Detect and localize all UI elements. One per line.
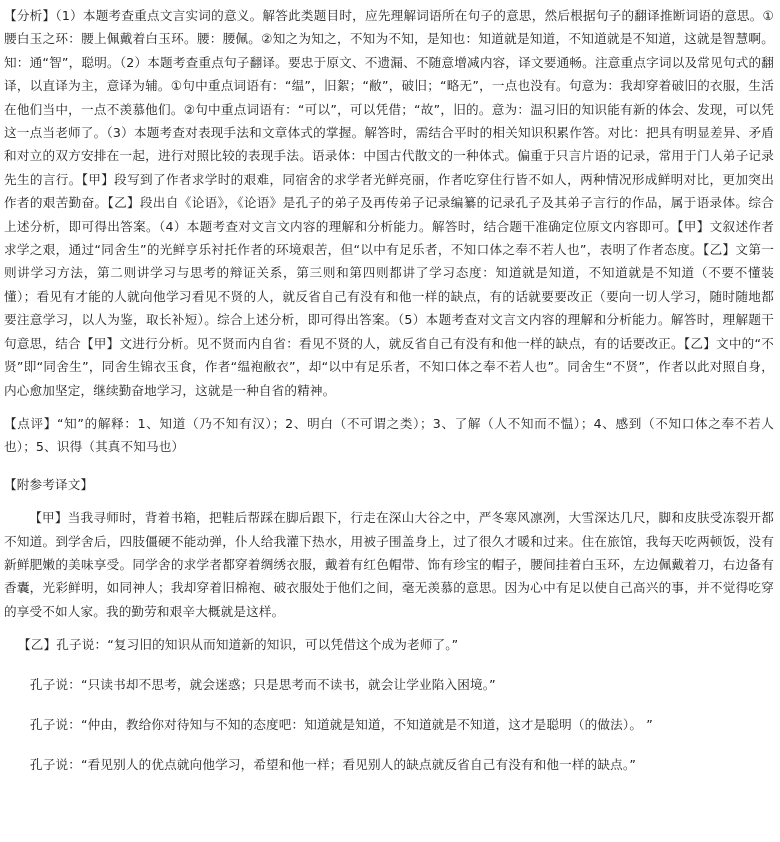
analysis-section	[4, 4, 774, 402]
translation-a-paragraph	[4, 506, 774, 623]
analysis-tag: 【分析】	[4, 8, 56, 23]
confucius-saying: 孔子说：“只读书却不思考，就会迷惑；只是思考而不读书，就会让学业陷入困境。”	[30, 677, 496, 693]
confucius-saying: 【乙】孔子说：“复习旧的知识从而知道新的知识，可以凭借这个成为老师了。”	[18, 637, 459, 653]
confucius-saying: 孔子说：“仲由，教给你对待知与不知的态度吧：知道就是知道，不知道就是不知道，这才是聪明（的做法）。 ”	[30, 717, 653, 733]
translation-a-text: 当我寻师时，背着书箱，把鞋后帮踩在脚后跟下，行走在深山大谷之中，严冬寒风凛冽，大雪深达几尺，脚和皮肤受冻裂开都不知道。到学舍后，四肢僵硬不能动弹，仆人给我灌下热水，用被子围盖身上，过了很久才暖和过来。住在旅馆，我每天吃两顿饭，没有新鲜肥嫩的美味享受。同学舍的求学者都穿着绸绣衣服，戴着有红色帽带、饰有珍宝的帽子，腰间挂着白玉环，左边佩戴着刀，右边备有香囊，光彩鲜明，如同神人；我却穿着旧棉袍、破衣服处于他们之间，毫无羡慕的意思。因为心中有足以使自己高兴的事，并不觉得吃穿的享受不如人家。我的勤劳和艰辛大概就是这样。	[4, 510, 774, 619]
comment-tag: 【点评】	[4, 415, 57, 431]
reference-translation-header: 【附参考译文】	[4, 476, 94, 492]
confucius-saying: 孔子说：“看见别人的优点就向他学习，希望和他一样；看见别人的缺点就反省自己有没有和他一样的缺点。”	[30, 757, 637, 773]
comment-section	[4, 412, 774, 459]
translation-a-tag: 【甲】	[29, 510, 68, 526]
comment-text: “知”的解释：1、知道（乃不知有汉）；2、明白（不可谓之类）；3、了解（人不知而不愠）；4、感到（不知口体之奉不若人也）；5、识得（其真不知马也）	[4, 415, 774, 455]
analysis-text: （1）本题考查重点文言实词的意义。解答此类题目时，应先理解词语所在句子的意思，然后根据句子的翻译推断词语的意思。①腰白玉之环：腰上佩戴着白玉环。腰：腰佩。②知之为知之，不知为不知，是知也：知道就是知道，不知道就是不知道，这就是智慧啊。知：通“智”，聪明。（2）本题考查重点句子翻译。要忠于原文、不遗漏、不随意增减内容，译文要通畅。注意重点字词以及常见句式的翻译，以直译为主，意译为辅。①句中重点词语有：“缊”，旧絮；“敝”，破旧；“略无”，一点也没有。句意为：我却穿着破旧的衣服，生活在他们当中，一点不羡慕他们。②句中重点词语有：“可以”，可以凭借；“故”，旧的。意为：温习旧的知识能有新的体会、发现，可以凭这一点当老师了。（3）本题考查对表现手法和文章体式的掌握。解答时，需结合平时的相关知识积累作答。对比：把具有明显差异、矛盾和对立的双方安排在一起，进行对照比较的表现手法。语录体：中国古代散文的一种体式。偏重于只言片语的记录，常用于门人弟子记录先生的言行。【甲】段写到了作者求学时的艰难，同宿舍的求学者光鲜亮丽，作者吃穿住行皆不如人，两种情况形成鲜明对比，更加突出作者的艰苦勤奋。【乙】段出自《论语》，《论语》是孔子的弟子及再传弟子记录编纂的记录孔子及其弟子言行的作品，属于语录体。综合上述分析，即可得出答案。（4）本题考查对文言文内容的理解和分析能力。解答时，结合题干准确定位原文内容即可。【甲】文叙述作者求学之艰，通过“同舍生”的光鲜亨乐衬托作者的环境艰苦，但“以中有足乐者，不知口体之奉不若人也”，表明了作者态度。【乙】文第一则讲学习方法，第二则讲学习与思考的辩证关系，第三则和第四则都讲了学习态度：知道就是知道，不知道就是不知道（不要不懂装懂）；看见有才能的人就向他学习看见不贤的人，就反省自己有没有和他一样的缺点，有的话就要要改正（要向一切人学习，随时随地都要注意学习，以人为鉴，取长补短）。综合上述分析，即可得出答案。（5）本题考查对文言文内容的理解和分析能力。解答时，理解题干句意思，结合【甲】文进行分析。见不贤而内自省：看见不贤的人，就反省自己有没有和他一样的缺点，有的话要改正。【乙】文中的“不贤”即“同舍生”，同舍生锦衣玉食，作者“缊袍敝衣”，却“以中有足乐者，不知口体之奉不若人也”。同舍生“不贤”，作者以此对照自身，内心愈加坚定，继续勤奋地学习，这就是一种自省的精神。	[4, 8, 774, 398]
